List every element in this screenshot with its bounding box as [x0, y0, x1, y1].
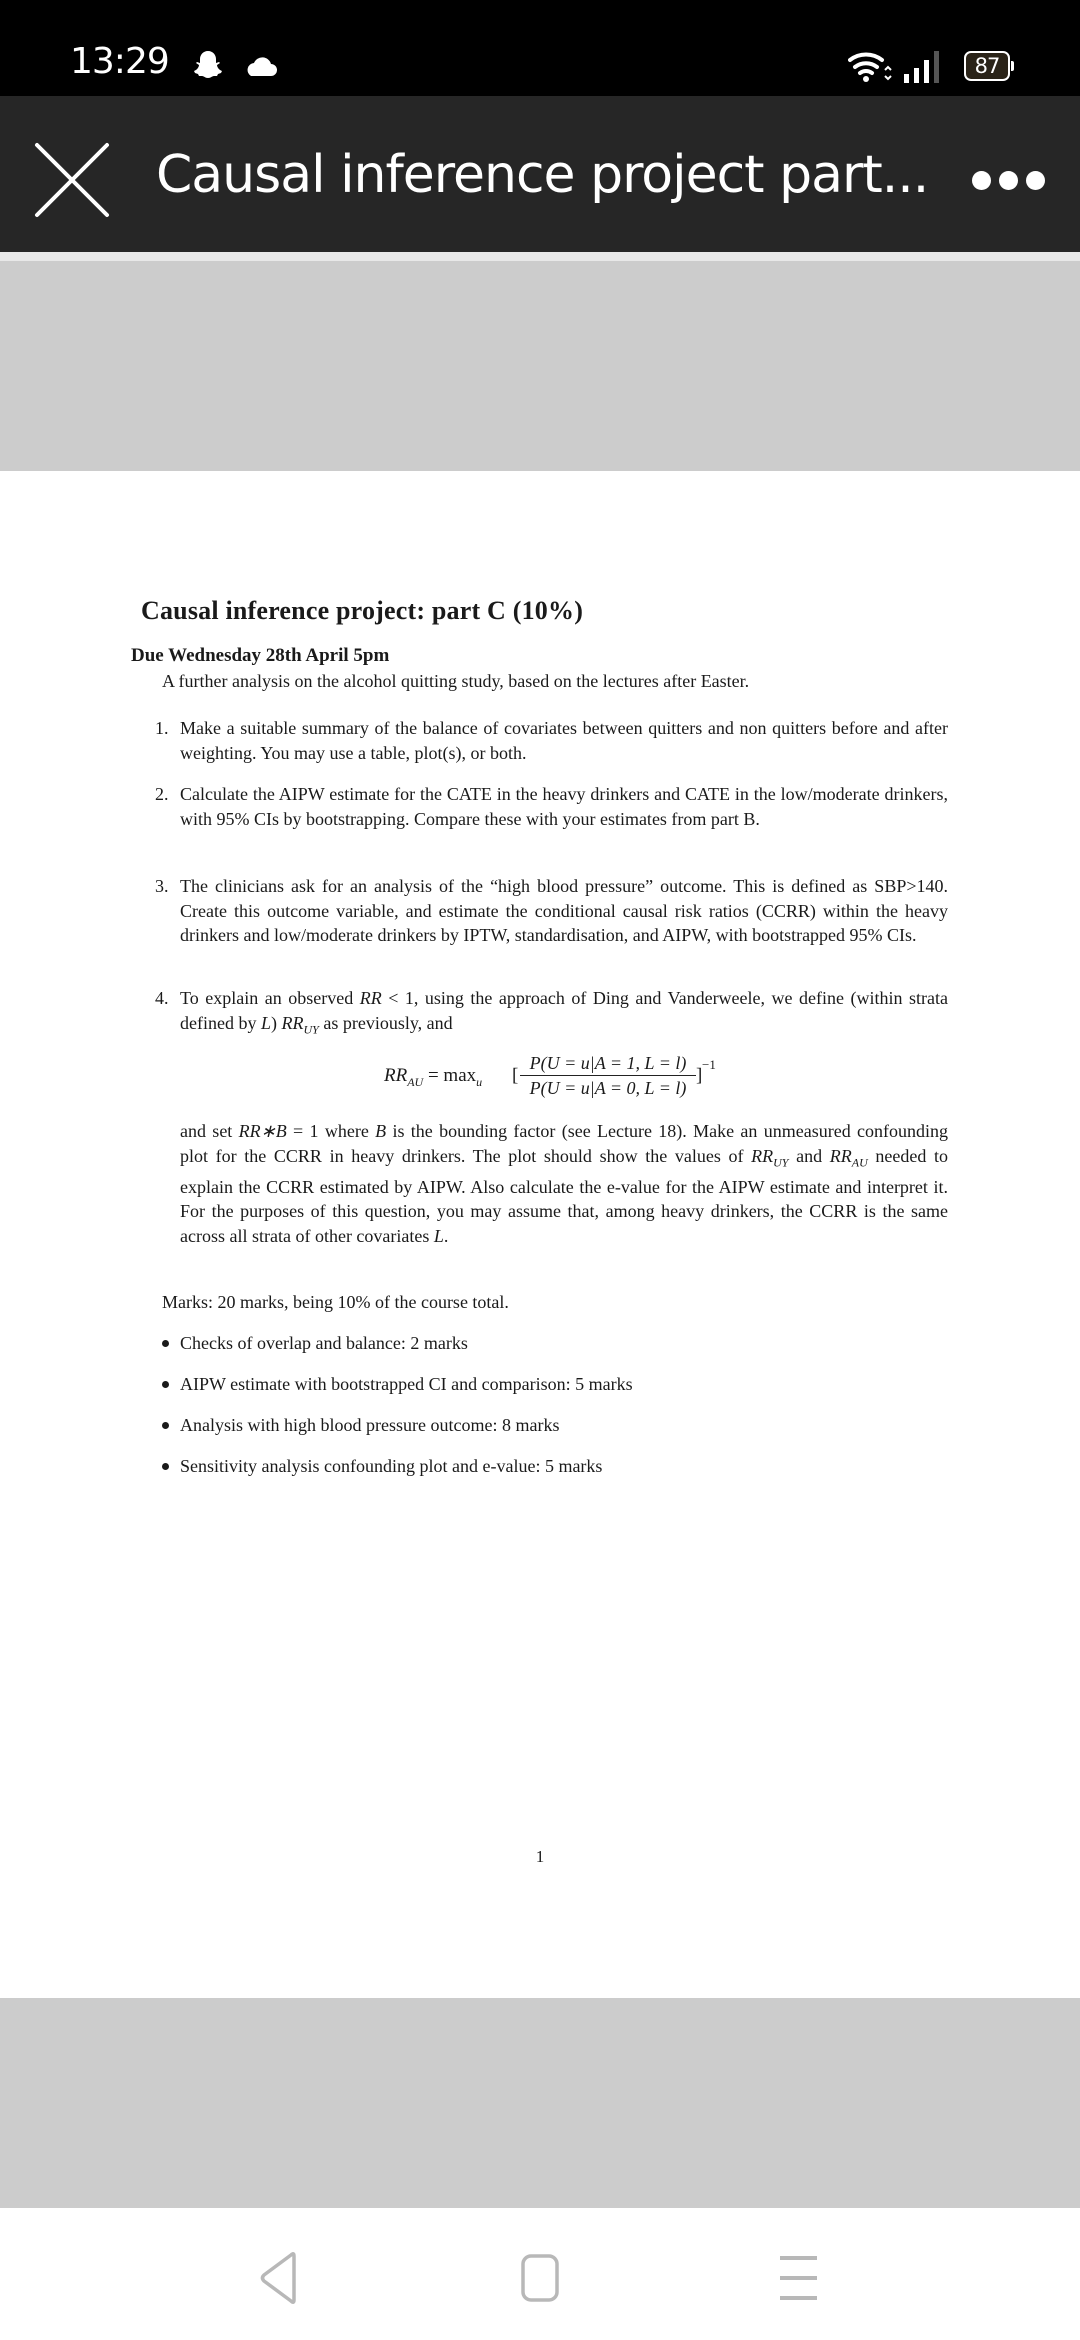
task-4-continuation	[180, 1119, 948, 1248]
more-options-icon	[972, 171, 991, 190]
more-options-icon-dot	[999, 171, 1018, 190]
marks-list-item	[160, 1413, 633, 1454]
math-text: RR	[751, 1145, 774, 1166]
recents-icon	[768, 2248, 828, 2308]
battery-icon	[964, 51, 1010, 81]
battery-level: 87	[974, 54, 1000, 78]
header-divider	[0, 252, 1080, 261]
page-number: 1	[535, 1847, 545, 1866]
bullet-icon	[162, 1422, 169, 1429]
close-button[interactable]	[30, 138, 114, 222]
task-number: 3.	[155, 876, 169, 896]
back-icon	[250, 2248, 310, 2308]
math-subscript: AU	[407, 1074, 424, 1089]
text-run: .	[443, 1225, 449, 1246]
marks-list-item	[160, 1331, 633, 1372]
close-icon	[30, 138, 114, 222]
more-options-icon-dot	[1026, 171, 1045, 190]
text-run: < 1, using the approach of Ding and Vanderweele, we define (within strata defined by	[180, 988, 949, 1033]
marks-list	[160, 1331, 633, 1495]
status-time: 13:29	[70, 41, 169, 82]
task-text: Calculate the AIPW estimate for the CATE in the heavy drinkers and CATE in the low/moderate drinkers, with 95% CIs by bootstrapping. Compare these with your estimates from part B.	[180, 784, 948, 829]
marks-text: Checks of overlap and balance: 2 marks	[180, 1333, 468, 1353]
math-rr-uy	[751, 1145, 789, 1170]
home-icon	[510, 2248, 570, 2308]
app-header	[0, 96, 1080, 252]
due-date: Due Wednesday 28th April 5pm	[131, 645, 390, 666]
document-title: Causal inference project part...	[156, 145, 929, 205]
viewer-background-bottom[interactable]	[0, 1998, 1080, 2208]
fraction-denominator: P(U = u|A = 0, L = l)	[529, 1078, 687, 1098]
math-subscript: u	[476, 1074, 483, 1089]
math-rr: RR	[359, 988, 382, 1008]
formula-exponent: −1	[702, 1057, 716, 1072]
math-text: = max	[423, 1065, 477, 1086]
text-run: = 1 where	[286, 1121, 376, 1141]
task-text: The clinicians ask for an analysis of the “high blood pressure” outcome. This is defined as SBP>140. Create this outcome variable, and estimate the conditional causal risk ratios (CCRR) within the heavy drinkers and low/moderate drinkers by IPTW, standardisation, and AIPW, with bootstrapped 95% CIs.	[180, 876, 948, 945]
task-number: 4.	[155, 988, 169, 1008]
text-run: and set	[180, 1121, 239, 1141]
formula-fraction	[520, 1051, 696, 1100]
math-subscript: AU	[851, 1155, 868, 1170]
math-rr-b: RR∗B	[238, 1121, 287, 1141]
math-l: L	[260, 1012, 271, 1033]
marks-intro: Marks: 20 marks, being 10% of the course total.	[162, 1292, 509, 1312]
text-run: as previously, and	[318, 1012, 453, 1033]
document-page[interactable]	[0, 471, 1080, 1998]
marks-text: Sensitivity analysis confounding plot and e-value: 5 marks	[180, 1456, 603, 1476]
task-text	[180, 986, 948, 1042]
bracket-close: ]	[696, 1065, 703, 1086]
back-button[interactable]	[250, 2248, 310, 2308]
bullet-icon	[162, 1463, 169, 1470]
cloud-icon	[243, 55, 277, 77]
bullet-icon	[162, 1381, 169, 1388]
home-button[interactable]	[510, 2248, 570, 2308]
signal-icon	[902, 50, 946, 84]
snapchat-ghost-icon	[193, 50, 223, 82]
math-rr-au	[829, 1145, 868, 1170]
fraction-numerator: P(U = u|A = 1, L = l)	[520, 1051, 696, 1076]
recents-button[interactable]	[768, 2248, 828, 2308]
math-rr-uy	[281, 1012, 319, 1037]
math-text: RR	[281, 1012, 304, 1033]
math-b: B	[375, 1121, 387, 1141]
more-options-button[interactable]	[965, 164, 1055, 200]
page-title: Causal inference project: part C (10%)	[141, 596, 584, 625]
text-run: and	[788, 1145, 830, 1166]
task-text: Make a suitable summary of the balance of covariates between quitters and non quitters before and after weighting. You may use a table, plot(s), or both.	[180, 718, 948, 763]
bracket-open: [	[512, 1065, 519, 1086]
marks-list-item	[160, 1454, 633, 1495]
marks-text: AIPW estimate with bootstrapped CI and comparison: 5 marks	[180, 1374, 633, 1394]
formula-lhs	[384, 1065, 482, 1090]
math-subscript: UY	[773, 1155, 789, 1170]
task-number: 1.	[155, 718, 169, 738]
math-subscript: UY	[303, 1022, 319, 1037]
text-run: )	[271, 1012, 282, 1033]
text-run: is the bounding factor (see Lecture 18). Make an unmeasured confounding plot for the CCRR in heavy drinkers. The plot should show the values of	[180, 1121, 949, 1166]
bullet-icon	[162, 1340, 169, 1347]
marks-text: Analysis with high blood pressure outcome: 8 marks	[180, 1415, 560, 1435]
text-run: needed to explain the CCRR estimated by AIPW. Also calculate the e-value for the AIPW estimate and interpret it. For the purposes of this question, you may assume that, among heavy drinkers, the CCRR is the same across all strata of other covariates	[180, 1145, 949, 1246]
intro-text: A further analysis on the alcohol quitting study, based on the lectures after Easter.	[162, 671, 750, 691]
status-bar	[0, 0, 1080, 96]
viewer-background-top[interactable]	[0, 261, 1080, 471]
wifi-icon	[848, 48, 892, 84]
navigation-bar	[0, 2208, 1080, 2340]
text-run: To explain an observed	[180, 988, 360, 1008]
marks-list-item	[160, 1372, 633, 1413]
task-number: 2.	[155, 784, 169, 804]
math-l: L	[433, 1225, 444, 1246]
math-text: RR	[829, 1145, 852, 1166]
math-text: RR	[384, 1065, 408, 1086]
